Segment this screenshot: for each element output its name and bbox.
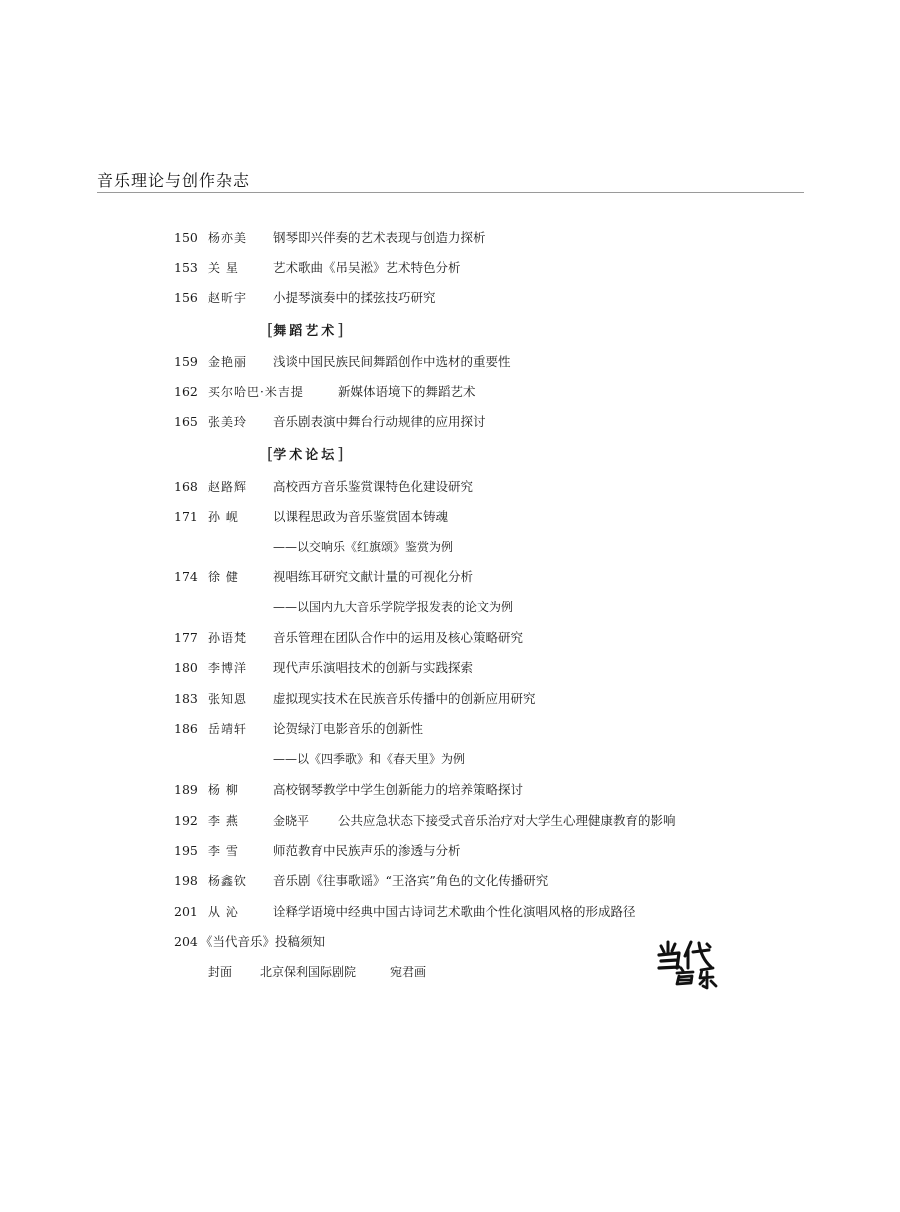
page-number: 156 <box>174 290 198 305</box>
article-title: 以课程思政为音乐鉴赏固本铸魂 <box>273 509 449 524</box>
article-title: 小提琴演奏中的揉弦技巧研究 <box>273 290 436 305</box>
page-number: 153 <box>174 260 198 275</box>
section-label: 舞蹈艺术 <box>273 324 338 339</box>
journal-calligraphy-logo <box>655 940 745 990</box>
author: 李 雪 <box>208 844 239 858</box>
article-title: 艺术歌曲《吊吴淞》艺术特色分析 <box>273 260 461 275</box>
article-title: 师范教育中民族声乐的渗透与分析 <box>273 843 461 858</box>
bracket-open: [ <box>267 444 274 463</box>
article-title: 浅谈中国民族民间舞蹈创作中选材的重要性 <box>273 354 511 369</box>
author: 李 燕 <box>208 814 239 828</box>
bracket-close: ] <box>337 320 344 339</box>
author: 从 沁 <box>208 905 239 919</box>
page-number: 192 <box>174 813 198 828</box>
article-title: 现代声乐演唱技术的创新与实践探索 <box>273 660 474 675</box>
author: 李博洋 <box>208 661 248 675</box>
cover-label: 封面 <box>208 965 233 979</box>
author: 张知恩 <box>208 692 248 706</box>
page-number: 159 <box>174 354 198 369</box>
author: 岳靖轩 <box>208 722 248 736</box>
page-number: 174 <box>174 569 198 584</box>
coauthor: 金晓平 <box>273 814 310 828</box>
article-title: 高校钢琴教学中学生创新能力的培养策略探讨 <box>273 782 524 797</box>
page-number: 204 <box>174 934 198 949</box>
article-title: 公共应急状态下接受式音乐治疗对大学生心理健康教育的影响 <box>338 813 676 828</box>
bracket-open: [ <box>267 320 274 339</box>
author: 孙语梵 <box>208 631 248 645</box>
author: 张美玲 <box>208 415 248 429</box>
article-title: 音乐剧表演中舞台行动规律的应用探讨 <box>273 414 486 429</box>
page-number: 198 <box>174 873 198 888</box>
article-subtitle: ——以交响乐《红旗颂》鉴赏为例 <box>273 540 454 554</box>
article-title: 高校西方音乐鉴赏课特色化建设研究 <box>273 479 474 494</box>
page-number: 180 <box>174 660 198 675</box>
article-title: 钢琴即兴伴奏的艺术表现与创造力探析 <box>273 230 486 245</box>
cover-title: 北京保利国际剧院 <box>260 965 357 979</box>
article-title: 虚拟现实技术在民族音乐传播中的创新应用研究 <box>273 691 536 706</box>
author: 杨鑫钦 <box>208 874 248 888</box>
article-title: 《当代音乐》投稿须知 <box>200 934 326 949</box>
calligraphy-logo-icon <box>655 940 745 990</box>
page-number: 189 <box>174 782 198 797</box>
author: 孙 岘 <box>208 510 239 524</box>
author: 赵路辉 <box>208 480 248 494</box>
page-number: 150 <box>174 230 198 245</box>
article-subtitle: ——以国内九大音乐学院学报发表的论文为例 <box>273 600 514 614</box>
page-number: 168 <box>174 479 198 494</box>
page-number: 183 <box>174 691 198 706</box>
bracket-close: ] <box>337 444 344 463</box>
author: 杨亦美 <box>208 231 248 245</box>
author: 赵昕宇 <box>208 291 248 305</box>
author: 关 星 <box>208 261 239 275</box>
page-number: 177 <box>174 630 198 645</box>
author: 徐 健 <box>208 570 239 584</box>
cover-artist: 宛君画 <box>390 965 427 979</box>
article-title: 诠释学语境中经典中国古诗词艺术歌曲个性化演唱风格的形成路径 <box>273 904 636 919</box>
section-heading-dance <box>267 320 344 340</box>
article-subtitle: ——以《四季歌》和《春天里》为例 <box>273 752 466 766</box>
article-title: 音乐剧《往事歌谣》“王洛宾”角色的文化传播研究 <box>273 873 549 888</box>
author: 金艳丽 <box>208 355 248 369</box>
page-number: 165 <box>174 414 198 429</box>
section-label: 学术论坛 <box>273 448 338 463</box>
article-title: 音乐管理在团队合作中的运用及核心策略研究 <box>273 630 524 645</box>
page-number: 162 <box>174 384 198 399</box>
journal-header-title: 音乐理论与创作杂志 <box>97 171 251 190</box>
page-number: 201 <box>174 904 198 919</box>
author: 杨 柳 <box>208 783 239 797</box>
author: 买尔哈巴·米吉提 <box>208 385 304 399</box>
section-heading-forum <box>267 444 344 464</box>
page-number: 171 <box>174 509 198 524</box>
page-number: 195 <box>174 843 198 858</box>
article-title: 新媒体语境下的舞蹈艺术 <box>338 384 476 399</box>
article-title: 视唱练耳研究文献计量的可视化分析 <box>273 569 474 584</box>
page-number: 186 <box>174 721 198 736</box>
article-title: 论贺绿汀电影音乐的创新性 <box>273 721 424 736</box>
